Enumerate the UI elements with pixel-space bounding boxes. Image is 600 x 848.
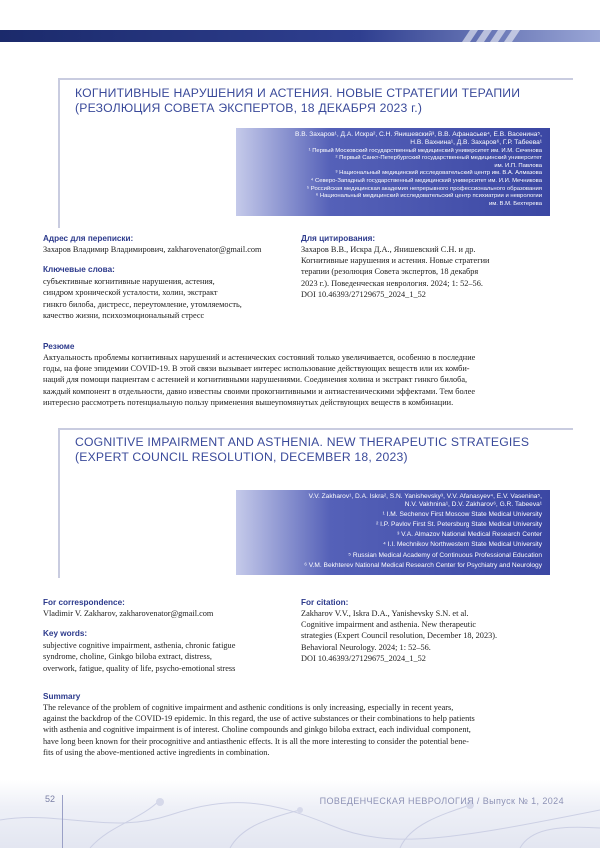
en-affiliation: ⁶ V.M. Bekhterev National Medical Research Center for Psychiatry and Neurology [304, 562, 542, 570]
en-summary-line: have long been known for their procognitive and antiasthenic effects. It is all the more interesting to consider the potential bene- [43, 736, 469, 746]
ru-summary-line: наций для помощи пациентам с астенией и когнитивными нарушениями. Соединения холина и экстракт гинкго билоба, [43, 375, 468, 385]
ru-authors-line-1: В.В. Захаров¹, Д.А. Искра², С.Н. Янишевский³, В.В. Афанасьев⁴, Е.В. Васенина⁵, [295, 131, 542, 138]
en-cite-heading: For citation: [301, 598, 349, 607]
en-cite-doi: DOI 10.46393/27129675_2024_1_52 [301, 653, 426, 663]
page-number: 52 [45, 794, 56, 804]
ru-affiliation: ³ Национальный медицинский исследовательский центр им. В.А. Алмазова [335, 170, 542, 177]
en-affiliation: ⁵ Russian Medical Academy of Continuous Professional Education [348, 551, 542, 559]
en-summary-line: fits of using the above-mentioned active ingredients in combination. [43, 747, 270, 757]
journal-issue: ПОВЕДЕНЧЕСКАЯ НЕВРОЛОГИЯ / Выпуск № 1, 2024 [319, 796, 564, 806]
en-affiliation: ¹ I.M. Sechenov First Moscow State Medical University [382, 510, 542, 518]
en-article-title: COGNITIVE IMPAIRMENT AND ASTHENIA. NEW THERAPEUTIC STRATEGIES (EXPERT COUNCIL RESOLUTION, DECEMBER 18, 2023) [75, 435, 530, 464]
ru-keywords-line: качество жизни, психоэмоциональный стресс [43, 310, 205, 320]
en-keywords-heading: Key words: [43, 629, 88, 639]
ru-keywords-line: синдром хронической усталости, холин, экстракт [43, 288, 218, 298]
ru-summary-line: годы, на фоне эпидемии COVID-19. В этой связи вызывает интерес использование действующих веществ или их комби- [43, 364, 470, 374]
ru-cite-heading: Для цитирования: [301, 234, 376, 243]
ru-article-title: КОГНИТИВНЫЕ НАРУШЕНИЯ И АСТЕНИЯ. НОВЫЕ СТРАТЕГИИ ТЕРАПИИ (РЕЗОЛЮЦИЯ СОВЕТА ЭКСПЕРТОВ, 18 ДЕКАБРЯ 2023 г.) [75, 86, 521, 115]
en-keywords-line: syndrome, choline, Ginkgo biloba extract, distress, [43, 652, 212, 662]
ru-correspondence [43, 234, 288, 321]
ru-affiliation: им. В.М. Бехтерева [488, 200, 542, 207]
ru-corr-heading: Адрес для переписки: [43, 234, 134, 243]
ru-affiliation: им. И.П. Павлова [494, 162, 542, 169]
en-cite-line: Zakharov V.V., Iskra D.A., Yanishevsky S.N. et al. [301, 609, 469, 618]
en-summary-line: against the backdrop of the COVID-19 epidemic. In this regard, the use of active substances or their combinations to help patients [43, 714, 475, 724]
en-affiliation: ² I.P. Pavlov First St. Petersburg State Medical University [376, 520, 542, 528]
ru-cite-line: Когнитивные нарушения и астения. Новые стратегии [301, 256, 490, 266]
ru-cite-doi: DOI 10.46393/27129675_2024_1_52 [301, 289, 426, 299]
ru-cite-line: Захаров В.В., Искра Д.А., Янишевский С.Н. и др. [301, 245, 476, 254]
ru-affiliation: ¹ Первый Московский государственный медицинский университет им. И.М. Сеченова [308, 147, 542, 154]
header-stripes [0, 30, 600, 42]
ru-cite-line: терапии (резолюция Совета экспертов, 18 декабря [301, 267, 479, 277]
ru-affiliation: ⁵ Российская медицинская академия непрерывного профессионального образования [306, 185, 542, 192]
ru-summary-line: Актуальность проблемы когнитивных нарушений и астенических состояний только увеличивается, особенно в последние [43, 353, 476, 362]
ru-summary-line: каждый компонент в отдельности, давно известны своими прокогнитивными и антиастеническими эффектами. Тем более [43, 386, 476, 396]
en-citation [301, 598, 561, 664]
ru-summary [43, 342, 563, 408]
ru-affiliation: ² Первый Санкт-Петербургский государственный медицинский университет [335, 155, 542, 162]
ru-summary-heading: Резюме [43, 342, 75, 351]
ru-corr-text: Захаров Владимир Владимирович, zakharovenator@gmail.com [43, 245, 262, 254]
en-affiliation: ³ V.A. Almazov National Medical Research Center [397, 531, 542, 539]
en-summary-heading: Summary [43, 692, 81, 701]
ru-affiliation: ⁴ Северо-Западный государственный медицинский университет им. И.И. Мечникова [310, 177, 542, 184]
en-keywords-line: subjective cognitive impairment, asthenia, chronic fatigue [43, 641, 236, 651]
en-summary-line: The relevance of the problem of cognitive impairment and asthenic conditions is only increasing, especially in recent years, [43, 703, 454, 712]
en-affiliation: ⁴ I.I. Mechnikov Northwestern State Medical University [383, 541, 542, 549]
en-corr-heading: For correspondence: [43, 598, 125, 607]
en-cite-line: Behavioral Neurology. 2024; 1: 52–56. [301, 642, 431, 652]
ru-authors-line-2: Н.В. Вахнина¹, Д.В. Захаров⁶, Г.Р. Табеева¹ [410, 139, 542, 147]
ru-cite-line: 2023 г.). Поведенческая неврология. 2024; 1: 52–56. [301, 278, 483, 288]
page-footer [0, 780, 600, 848]
ru-summary-line: интересно рассмотреть потенциальную пользу применения вышеупомянутых действующих веществ в комбинации. [43, 397, 454, 407]
footer-divider [62, 795, 63, 848]
en-summary [43, 692, 563, 758]
ru-citation [301, 234, 561, 300]
en-authors-line-2: N.V. Vakhnina¹, D.V. Zakharov⁶, G.R. Tabeeva¹ [404, 501, 542, 509]
en-summary-line: with asthenia and cognitive impairment is of interest. Choline compounds and ginkgo biloba extract, each individual component, [43, 725, 471, 735]
en-authors-box [236, 490, 550, 575]
en-cite-line: Cognitive impairment and asthenia. New therapeutic [301, 620, 477, 630]
en-corr-text: Vladimir V. Zakharov, zakharovenator@gmail.com [43, 609, 214, 618]
neuron-network-illustration [0, 780, 600, 848]
ru-keywords-line: гинкго билоба, дистресс, переутомление, утомляемость, [43, 299, 242, 309]
en-keywords-line: overwork, fatigue, quality of life, psycho-emotional stress [43, 663, 236, 673]
ru-affiliation: ⁶ Национальный медицинский исследовательский центр психиатрии и неврологии [315, 193, 542, 200]
en-authors-line-1: V.V. Zakharov¹, D.A. Iskra², S.N. Yanishevsky³, V.V. Afanasyev⁴, E.V. Vasenina⁵, [308, 493, 542, 500]
ru-keywords-line: субъективные когнитивные нарушения, астения, [43, 277, 215, 287]
ru-authors-box [236, 128, 550, 216]
en-cite-line: strategies (Expert Council resolution, December 18, 2023). [301, 631, 498, 641]
ru-keywords-heading: Ключевые слова: [43, 265, 115, 275]
en-correspondence [43, 598, 288, 674]
